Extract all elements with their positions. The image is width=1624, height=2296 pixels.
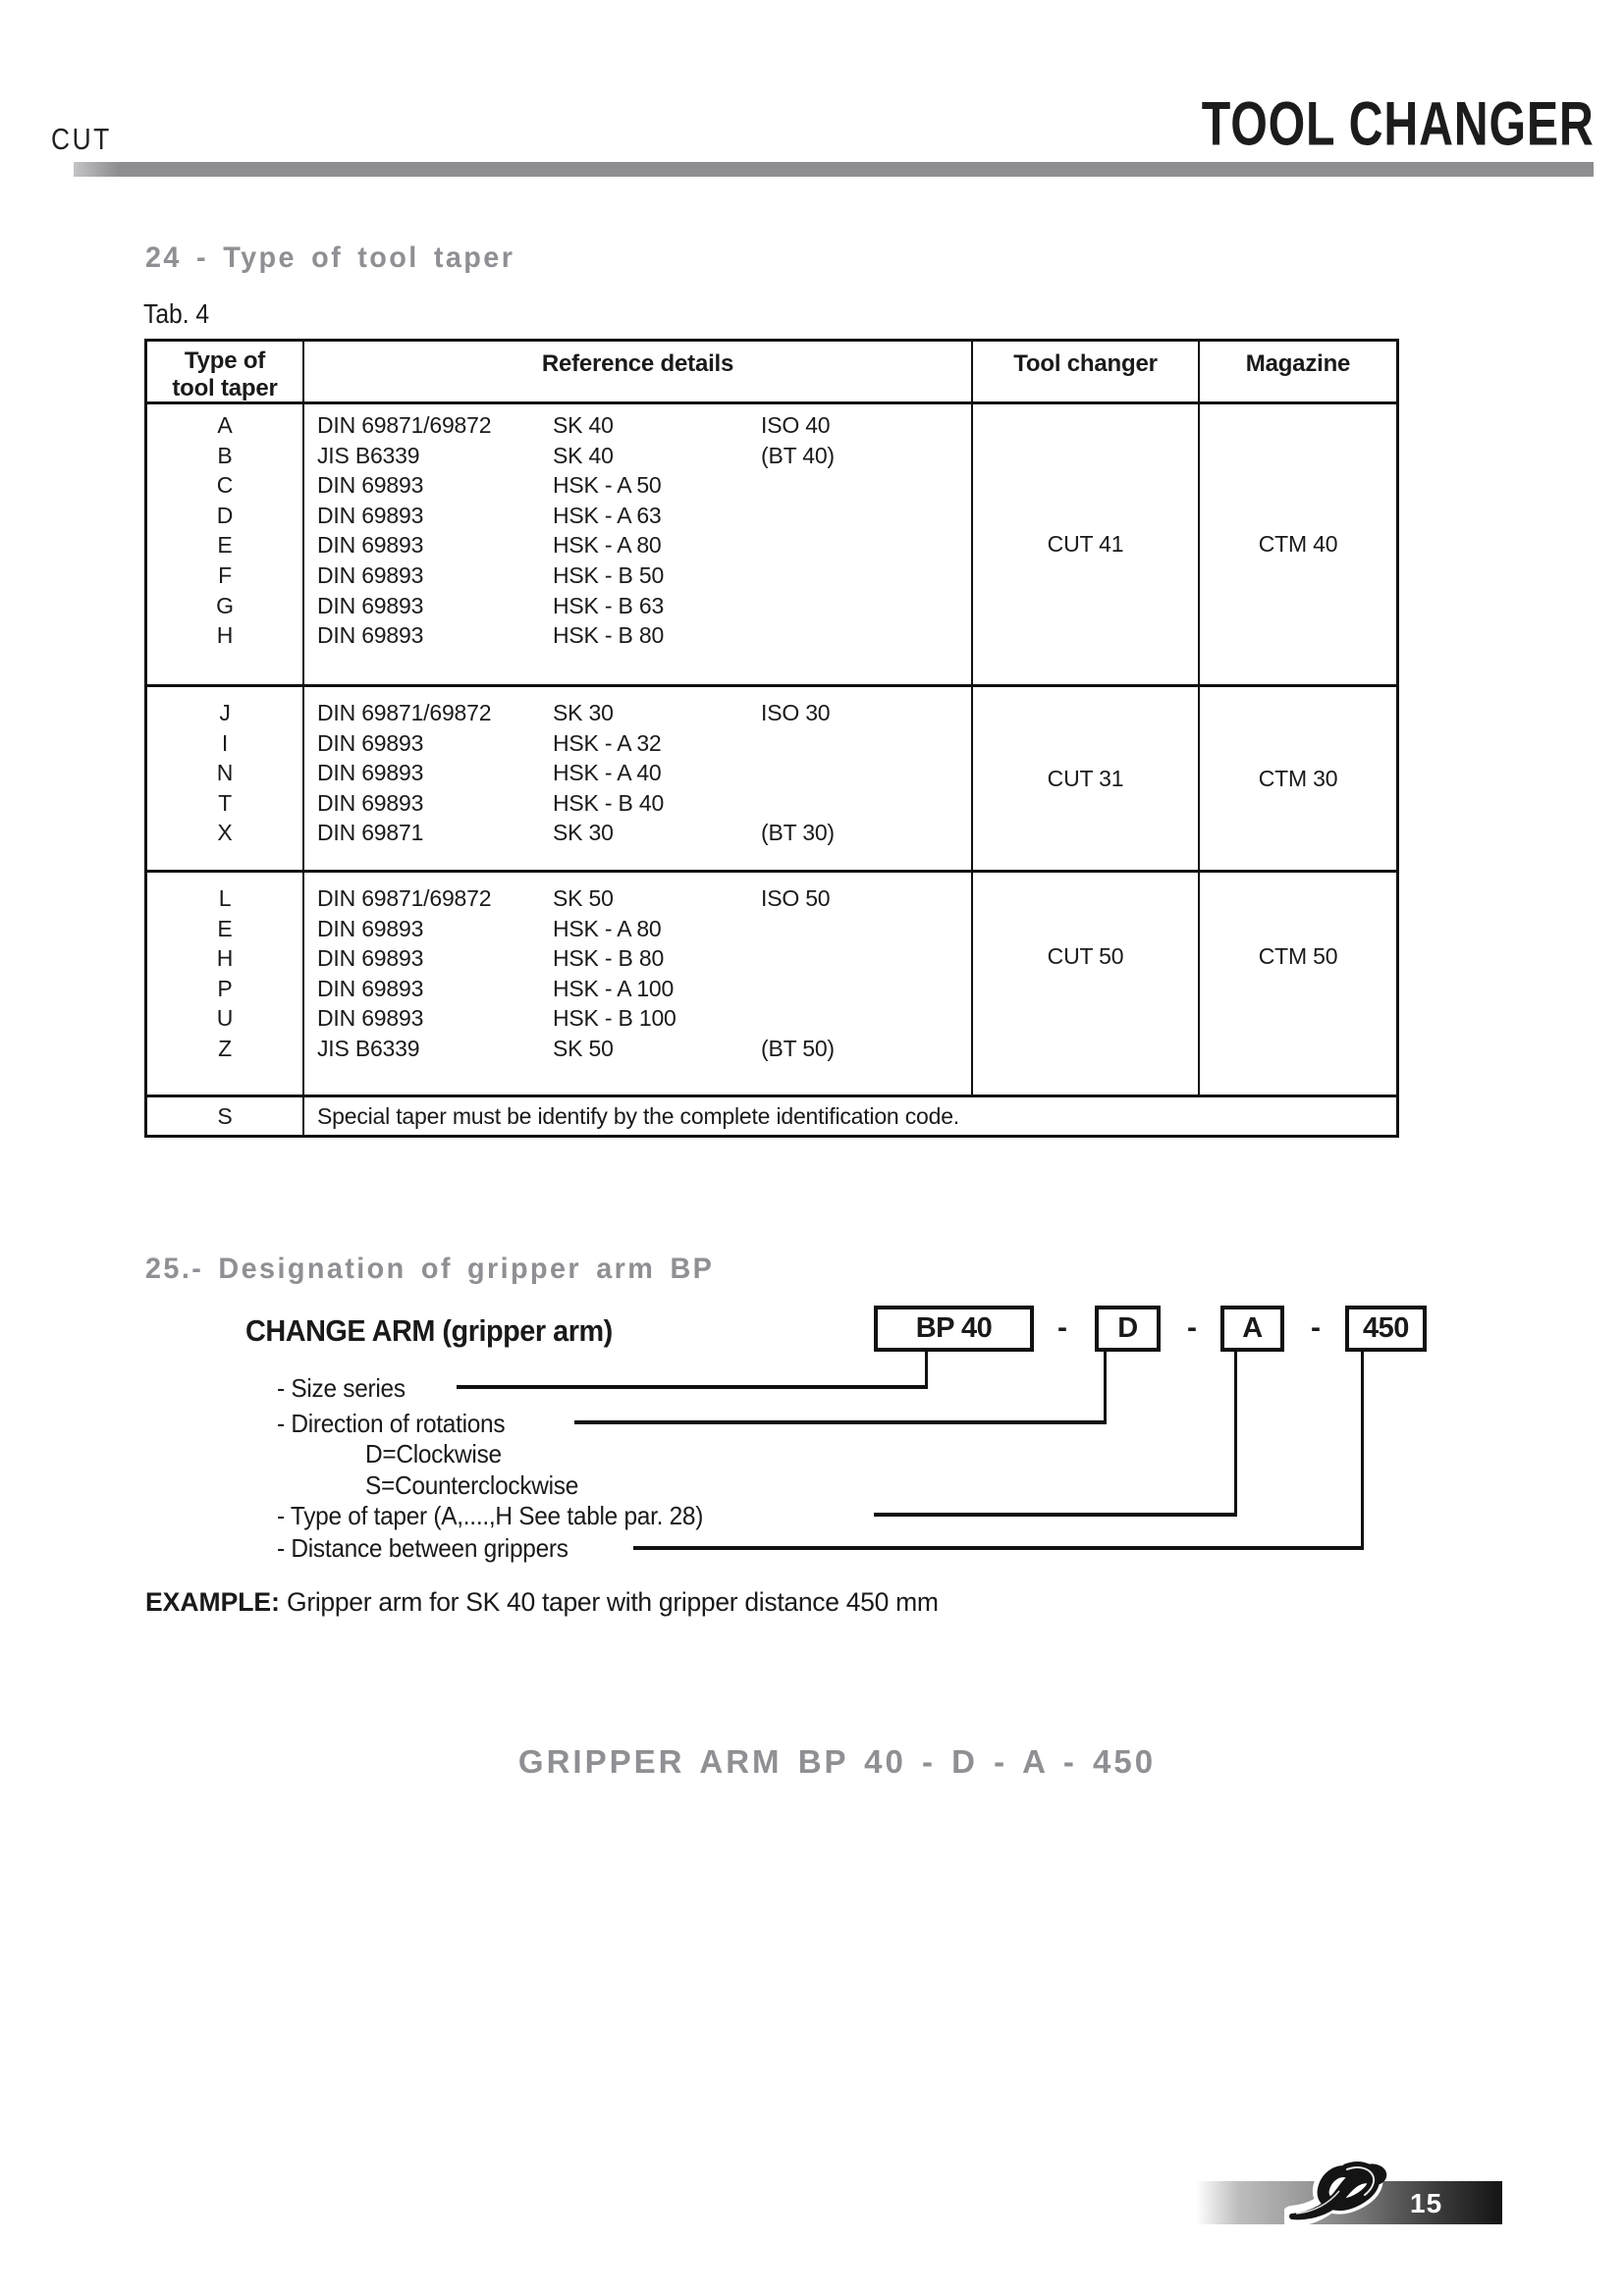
reference-row — [317, 441, 971, 471]
group-codes-cell — [147, 404, 304, 684]
reference-row — [317, 1003, 971, 1034]
ref-standard: JIS B6339 — [317, 442, 420, 468]
taper-code: N — [216, 760, 234, 786]
ref-alt: ISO 30 — [761, 700, 831, 725]
taper-code: T — [218, 789, 232, 816]
designation-box-taper-type: A — [1220, 1306, 1284, 1352]
ref-standard: DIN 69871 — [317, 820, 424, 846]
ref-standard: DIN 69893 — [317, 975, 424, 1001]
page-number: 15 — [1410, 2188, 1443, 2218]
special-taper-row — [147, 1097, 1396, 1135]
reference-row — [317, 728, 971, 759]
ref-standard: JIS B6339 — [317, 1035, 420, 1061]
table-group-50 — [147, 873, 1396, 1097]
reference-row — [317, 974, 971, 1004]
taper-table — [144, 339, 1399, 1138]
reference-row — [317, 410, 971, 441]
taper-code: L — [218, 885, 232, 911]
reference-row — [317, 914, 971, 944]
ref-taper: SK 30 — [553, 820, 614, 846]
special-taper-note: Special taper must be identify by the complete identification code. — [317, 1102, 959, 1129]
designation-separator: - — [1057, 1311, 1067, 1344]
taper-code: F — [218, 561, 232, 588]
ref-alt — [761, 620, 971, 651]
ref-standard: DIN 69893 — [317, 561, 424, 588]
ref-alt — [761, 470, 971, 501]
ref-taper: HSK - B 40 — [553, 789, 665, 816]
reference-row — [317, 470, 971, 501]
callout-clockwise: D=Clockwise — [365, 1439, 502, 1468]
tool-changer-value: CUT 41 — [1047, 531, 1124, 557]
ref-alt: ISO 50 — [761, 885, 831, 911]
reference-row — [317, 943, 971, 974]
reference-row — [317, 788, 971, 819]
ref-taper: HSK - B 80 — [553, 945, 665, 972]
ref-standard: DIN 69893 — [317, 915, 424, 941]
taper-code: A — [217, 412, 233, 438]
designation-separator: - — [1187, 1311, 1197, 1344]
callout-direction-of-rotations: - Direction of rotations — [277, 1409, 506, 1438]
header-reference-details — [304, 342, 973, 402]
ref-standard: DIN 69871/69872 — [317, 412, 492, 438]
taper-code: Z — [218, 1035, 232, 1061]
group-magazine-cell — [1200, 687, 1396, 870]
ref-taper: HSK - A 63 — [553, 502, 662, 528]
callout-line-direction — [574, 1420, 1107, 1424]
ref-taper: SK 40 — [553, 442, 614, 468]
header-line1: Type of — [184, 347, 266, 374]
ref-taper: SK 30 — [553, 700, 614, 725]
result-designation: GRIPPER ARM BP 40 - D - A - 450 — [517, 1743, 1157, 1780]
ref-taper: HSK - A 80 — [553, 915, 662, 941]
magazine-value: CTM 30 — [1258, 765, 1338, 791]
taper-code: C — [216, 472, 234, 499]
ref-taper: HSK - A 50 — [553, 472, 662, 499]
ref-taper: HSK - B 50 — [553, 561, 665, 588]
designation-box-size-series: BP 40 — [874, 1306, 1034, 1352]
connector-line-distance — [1361, 1352, 1364, 1550]
callout-distance-between-grippers: - Distance between grippers — [277, 1533, 568, 1563]
table-group-30 — [147, 687, 1396, 873]
group-magazine-cell — [1200, 873, 1396, 1095]
designation-box-direction: D — [1095, 1306, 1161, 1352]
ref-taper: HSK - B 100 — [553, 1005, 677, 1032]
reference-row — [317, 561, 971, 591]
reference-row — [317, 591, 971, 621]
section24-heading: 24 - Type of tool taper — [145, 241, 515, 274]
taper-code: U — [216, 1005, 234, 1032]
ref-taper: HSK - A 80 — [553, 532, 662, 559]
header-label: Magazine — [1245, 350, 1351, 377]
header-label: Reference details — [541, 350, 734, 377]
table-header-row — [147, 342, 1396, 404]
ref-alt: (BT 30) — [761, 820, 835, 846]
ref-alt — [761, 591, 971, 621]
group-references-cell — [304, 873, 973, 1095]
callout-line-taper-type — [874, 1513, 1237, 1517]
ref-taper: HSK - A 100 — [553, 975, 675, 1001]
reference-row — [317, 530, 971, 561]
group-tool-changer-cell — [973, 404, 1200, 684]
connector-line-direction — [1104, 1352, 1107, 1424]
group-tool-changer-cell — [973, 873, 1200, 1095]
connector-line-taper-type — [1234, 1352, 1237, 1517]
table-group-40 — [147, 404, 1396, 687]
group-references-cell — [304, 687, 973, 870]
example-text: Gripper arm for SK 40 taper with gripper distance 450 mm — [279, 1587, 939, 1617]
ref-standard: DIN 69893 — [317, 592, 424, 618]
ref-alt: (BT 40) — [761, 442, 835, 468]
reference-row — [317, 620, 971, 651]
ref-alt — [761, 1003, 971, 1034]
reference-row — [317, 818, 971, 848]
ref-alt — [761, 728, 971, 759]
connector-line-size-series — [925, 1352, 928, 1389]
taper-code: G — [216, 592, 234, 618]
ref-alt — [761, 914, 971, 944]
taper-code: E — [217, 532, 233, 559]
magazine-value: CTM 50 — [1258, 943, 1338, 969]
ref-standard: DIN 69871/69872 — [317, 700, 492, 725]
ref-alt — [761, 974, 971, 1004]
ref-standard: DIN 69893 — [317, 1005, 424, 1032]
reference-row — [317, 1034, 971, 1064]
ref-standard: DIN 69893 — [317, 472, 424, 499]
ref-taper: HSK - B 80 — [553, 622, 665, 649]
ref-taper: SK 50 — [553, 885, 614, 911]
group-codes-cell — [147, 687, 304, 870]
header-label: Tool changer — [1013, 350, 1158, 377]
taper-code: X — [217, 820, 233, 846]
ref-alt — [761, 501, 971, 531]
header-type-of-tool-taper — [147, 342, 304, 402]
example-line — [145, 1587, 939, 1618]
ref-alt — [761, 530, 971, 561]
group-magazine-cell — [1200, 404, 1396, 684]
ref-standard: DIN 69893 — [317, 532, 424, 559]
magazine-value: CTM 40 — [1258, 531, 1338, 557]
taper-code: H — [216, 622, 234, 649]
ref-standard: DIN 69893 — [317, 502, 424, 528]
reference-row — [317, 501, 971, 531]
change-arm-label: CHANGE ARM (gripper arm) — [245, 1313, 613, 1348]
ref-alt — [761, 561, 971, 591]
ref-alt — [761, 788, 971, 819]
ref-standard: DIN 69893 — [317, 622, 424, 649]
callout-counterclockwise: S=Counterclockwise — [365, 1470, 579, 1500]
ref-taper: SK 40 — [553, 412, 614, 438]
ref-standard: DIN 69893 — [317, 945, 424, 972]
taper-code: B — [217, 442, 233, 468]
header-rule — [74, 162, 1594, 177]
callout-type-of-taper: - Type of taper (A,....,H See table par. 28) — [277, 1501, 704, 1530]
tool-changer-value: CUT 31 — [1047, 765, 1124, 791]
header-line2: tool taper — [172, 375, 278, 401]
callout-line-distance — [633, 1546, 1364, 1550]
ref-standard: DIN 69871/69872 — [317, 885, 492, 911]
taper-code: P — [217, 975, 233, 1001]
ref-taper: HSK - B 63 — [553, 592, 665, 618]
ref-alt: ISO 40 — [761, 412, 831, 438]
ref-taper: SK 50 — [553, 1035, 614, 1061]
reference-row — [317, 698, 971, 728]
group-tool-changer-cell — [973, 687, 1200, 870]
taper-code: H — [216, 945, 234, 972]
taper-code: I — [221, 729, 229, 756]
tool-changer-value: CUT 50 — [1047, 943, 1124, 969]
header-magazine — [1200, 342, 1396, 402]
special-taper-code: S — [147, 1097, 304, 1135]
section25-heading: 25.- Designation of gripper arm BP — [145, 1253, 715, 1285]
group-references-cell — [304, 404, 973, 684]
taper-code: D — [216, 502, 234, 528]
taper-code: E — [217, 915, 233, 941]
brand-logo-knot-icon — [1284, 2154, 1398, 2236]
ref-standard: DIN 69893 — [317, 789, 424, 816]
callout-line-size-series — [457, 1385, 928, 1389]
group-codes-cell — [147, 873, 304, 1095]
ref-taper: HSK - A 32 — [553, 729, 662, 756]
ref-standard: DIN 69893 — [317, 729, 424, 756]
header-tool-changer — [973, 342, 1200, 402]
brand-cut-label: CUT — [51, 122, 112, 156]
example-label: EXAMPLE: — [145, 1587, 280, 1617]
page-title: TOOL CHANGER — [1202, 89, 1595, 159]
designation-separator: - — [1311, 1311, 1321, 1344]
ref-taper: HSK - A 40 — [553, 760, 662, 786]
taper-code: J — [219, 700, 231, 725]
ref-standard: DIN 69893 — [317, 760, 424, 786]
ref-alt: (BT 50) — [761, 1035, 835, 1061]
table-caption: Tab. 4 — [143, 298, 210, 329]
ref-alt — [761, 943, 971, 974]
callout-size-series: - Size series — [277, 1373, 406, 1403]
reference-row — [317, 883, 971, 914]
designation-box-gripper-distance: 450 — [1345, 1306, 1427, 1352]
reference-row — [317, 758, 971, 788]
ref-alt — [761, 758, 971, 788]
